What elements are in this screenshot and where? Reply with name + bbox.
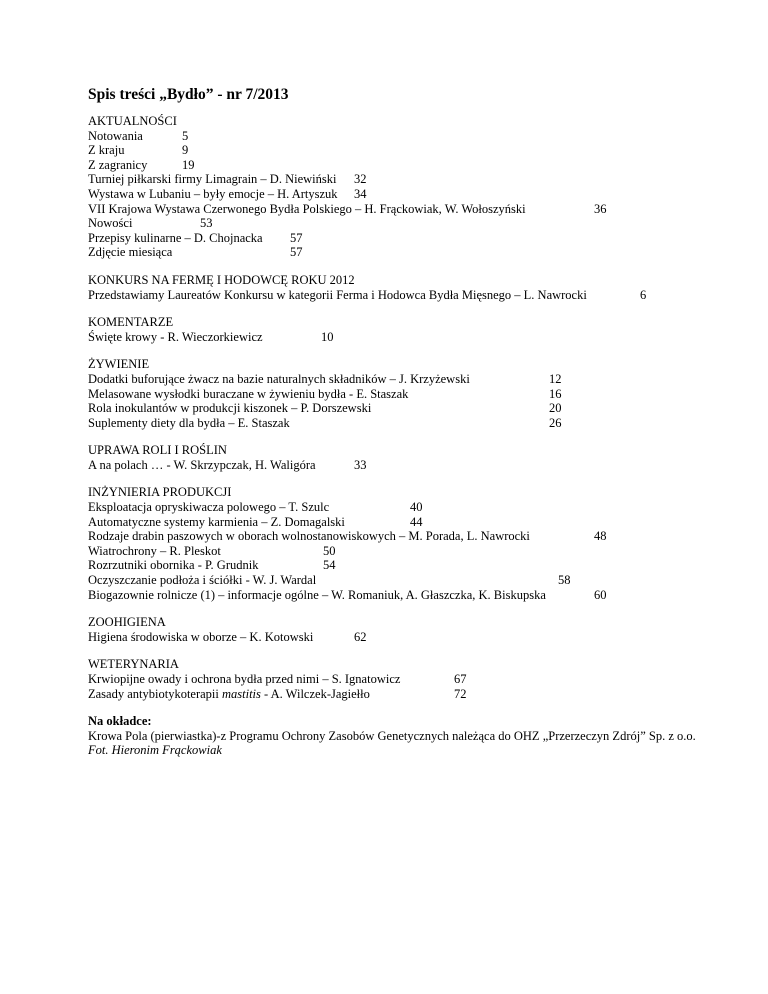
section-konkurs bbox=[88, 273, 728, 302]
toc-entry bbox=[88, 416, 728, 431]
page-title: Spis treści „Bydło” - nr 7/2013 bbox=[88, 86, 289, 103]
entry-page: 72 bbox=[454, 686, 467, 701]
toc-entry bbox=[88, 216, 728, 231]
toc-entry bbox=[88, 231, 728, 246]
photo-credit: Fot. Hieronim Frąckowiak bbox=[88, 743, 222, 758]
entry-page: 12 bbox=[549, 371, 562, 386]
entry-title: Dodatki buforujące żwacz na bazie naturalnych składników – J. Krzyżewski bbox=[88, 371, 470, 386]
entry-page: 57 bbox=[290, 230, 303, 245]
entry-page: 48 bbox=[594, 529, 607, 544]
entry-title: Nowości bbox=[88, 216, 133, 231]
toc-entry bbox=[88, 202, 728, 217]
entry-title: Wiatrochrony – R. Pleskot bbox=[88, 543, 221, 558]
section-heading: UPRAWA ROLI I ROŚLIN bbox=[88, 443, 227, 458]
toc-entry bbox=[88, 387, 728, 402]
entry-page: 32 bbox=[354, 172, 367, 187]
entry-title: Suplementy diety dla bydła – E. Staszak bbox=[88, 415, 290, 430]
section-weterynaria bbox=[88, 657, 728, 701]
entry-title: Zasady antybiotykoterapii mastitis - A. Wilczek-Jagiełło bbox=[88, 686, 370, 701]
toc-entry bbox=[88, 158, 728, 173]
entry-title: Melasowane wysłodki buraczane w żywieniu bydła - E. Staszak bbox=[88, 386, 409, 401]
cover-note bbox=[88, 714, 728, 758]
entry-title: A na polach … - W. Skrzypczak, H. Waligóra bbox=[88, 457, 316, 472]
toc-entry bbox=[88, 515, 728, 530]
toc-entry bbox=[88, 458, 728, 473]
entry-page: 54 bbox=[323, 558, 336, 573]
entry-title: Notowania bbox=[88, 128, 143, 143]
toc-entry bbox=[88, 588, 728, 603]
entry-page: 33 bbox=[354, 457, 367, 472]
entry-title: Biogazownie rolnicze (1) – informacje ogólne – W. Romaniuk, A. Głaszczka, K. Biskupska bbox=[88, 587, 546, 602]
entry-title: Rodzaje drabin paszowych w oborach wolnostanowiskowych – M. Porada, L. Nawrocki bbox=[88, 529, 530, 544]
cover-description: Krowa Pola (pierwiastka)-z Programu Ochrony Zasobów Genetycznych należąca do OHZ „Przerzeczyn Zdrój” Sp. z o.o. bbox=[88, 728, 696, 743]
entry-page: 62 bbox=[354, 629, 367, 644]
entry-page: 57 bbox=[290, 245, 303, 260]
section-aktualnosci bbox=[88, 114, 728, 260]
toc-entry bbox=[88, 288, 728, 303]
toc-entry bbox=[88, 630, 728, 645]
entry-title: Higiena środowiska w oborze – K. Kotowski bbox=[88, 629, 314, 644]
toc-entry bbox=[88, 544, 728, 559]
entry-title: Wystawa w Lubaniu – były emocje – H. Artyszuk bbox=[88, 186, 338, 201]
toc-entry bbox=[88, 143, 728, 158]
cover-label: Na okładce: bbox=[88, 714, 152, 729]
toc-entry bbox=[88, 187, 728, 202]
entry-page: 10 bbox=[321, 329, 334, 344]
toc-entry bbox=[88, 129, 728, 144]
toc-entry bbox=[88, 245, 728, 260]
entry-page: 40 bbox=[410, 500, 423, 515]
toc-page bbox=[88, 86, 728, 758]
section-heading: ŻYWIENIE bbox=[88, 357, 150, 372]
section-heading: AKTUALNOŚCI bbox=[88, 114, 177, 128]
section-heading: ZOOHIGIENA bbox=[88, 615, 166, 630]
section-heading: WETERYNARIA bbox=[88, 657, 179, 672]
entry-page: 20 bbox=[549, 401, 562, 416]
section-zoohigiena bbox=[88, 615, 728, 644]
toc-entry bbox=[88, 372, 728, 387]
entry-page: 50 bbox=[323, 543, 336, 558]
entry-page: 5 bbox=[182, 128, 189, 143]
section-heading: INŻYNIERIA PRODUKCJI bbox=[88, 485, 232, 500]
toc-entry bbox=[88, 558, 728, 573]
toc-entry bbox=[88, 672, 728, 687]
toc-entry bbox=[88, 529, 728, 544]
toc-entry bbox=[88, 330, 728, 345]
section-heading: KONKURS NA FERMĘ I HODOWCĘ ROKU 2012 bbox=[88, 272, 355, 287]
entry-page: 58 bbox=[558, 573, 571, 588]
toc-entry bbox=[88, 401, 728, 416]
entry-title: Przedstawiamy Laureatów Konkursu w kategorii Ferma i Hodowca Bydła Mięsnego – L. Nawrocki bbox=[88, 287, 587, 302]
entry-title: VII Krajowa Wystawa Czerwonego Bydła Polskiego – H. Frąckowiak, W. Wołoszyński bbox=[88, 201, 526, 216]
entry-page: 19 bbox=[182, 157, 195, 172]
entry-page: 67 bbox=[454, 672, 467, 686]
entry-page: 34 bbox=[354, 186, 367, 201]
entry-title: Rozrzutniki obornika - P. Grudnik bbox=[88, 558, 259, 573]
section-komentarze bbox=[88, 315, 728, 344]
toc-entry bbox=[88, 687, 728, 702]
section-heading: KOMENTARZE bbox=[88, 315, 174, 330]
entry-title: Oczyszczanie podłoża i ściółki - W. J. Wardal bbox=[88, 573, 317, 588]
entry-title: Z kraju bbox=[88, 143, 125, 158]
entry-title: Przepisy kulinarne – D. Chojnacka bbox=[88, 230, 263, 245]
section-uprawa bbox=[88, 443, 728, 472]
entry-title: Eksploatacja opryskiwacza polowego – T. Szulc bbox=[88, 500, 330, 515]
toc-entry bbox=[88, 573, 728, 588]
entry-page: 53 bbox=[200, 216, 213, 231]
entry-page: 44 bbox=[410, 514, 423, 529]
entry-title: Automatyczne systemy karmienia – Z. Domagalski bbox=[88, 514, 345, 529]
entry-page: 9 bbox=[182, 143, 189, 158]
entry-page: 36 bbox=[594, 201, 607, 216]
entry-title: Święte krowy - R. Wieczorkiewicz bbox=[88, 329, 263, 344]
entry-title: Zdjęcie miesiąca bbox=[88, 245, 173, 260]
entry-page: 16 bbox=[549, 386, 562, 401]
entry-title: Z zagranicy bbox=[88, 157, 148, 172]
toc-entry bbox=[88, 172, 728, 187]
entry-page: 60 bbox=[594, 587, 607, 602]
section-zywienie bbox=[88, 357, 728, 430]
toc-entry bbox=[88, 500, 728, 515]
section-inzynieria bbox=[88, 485, 728, 602]
entry-page: 26 bbox=[549, 415, 562, 430]
entry-title: Rola inokulantów w produkcji kiszonek – P. Dorszewski bbox=[88, 401, 372, 416]
entry-title: Krwiopijne owady i ochrona bydła przed nimi – S. Ignatowicz bbox=[88, 672, 401, 686]
entry-page: 6 bbox=[640, 287, 647, 302]
entry-title: Turniej piłkarski firmy Limagrain – D. Niewiński bbox=[88, 172, 337, 187]
